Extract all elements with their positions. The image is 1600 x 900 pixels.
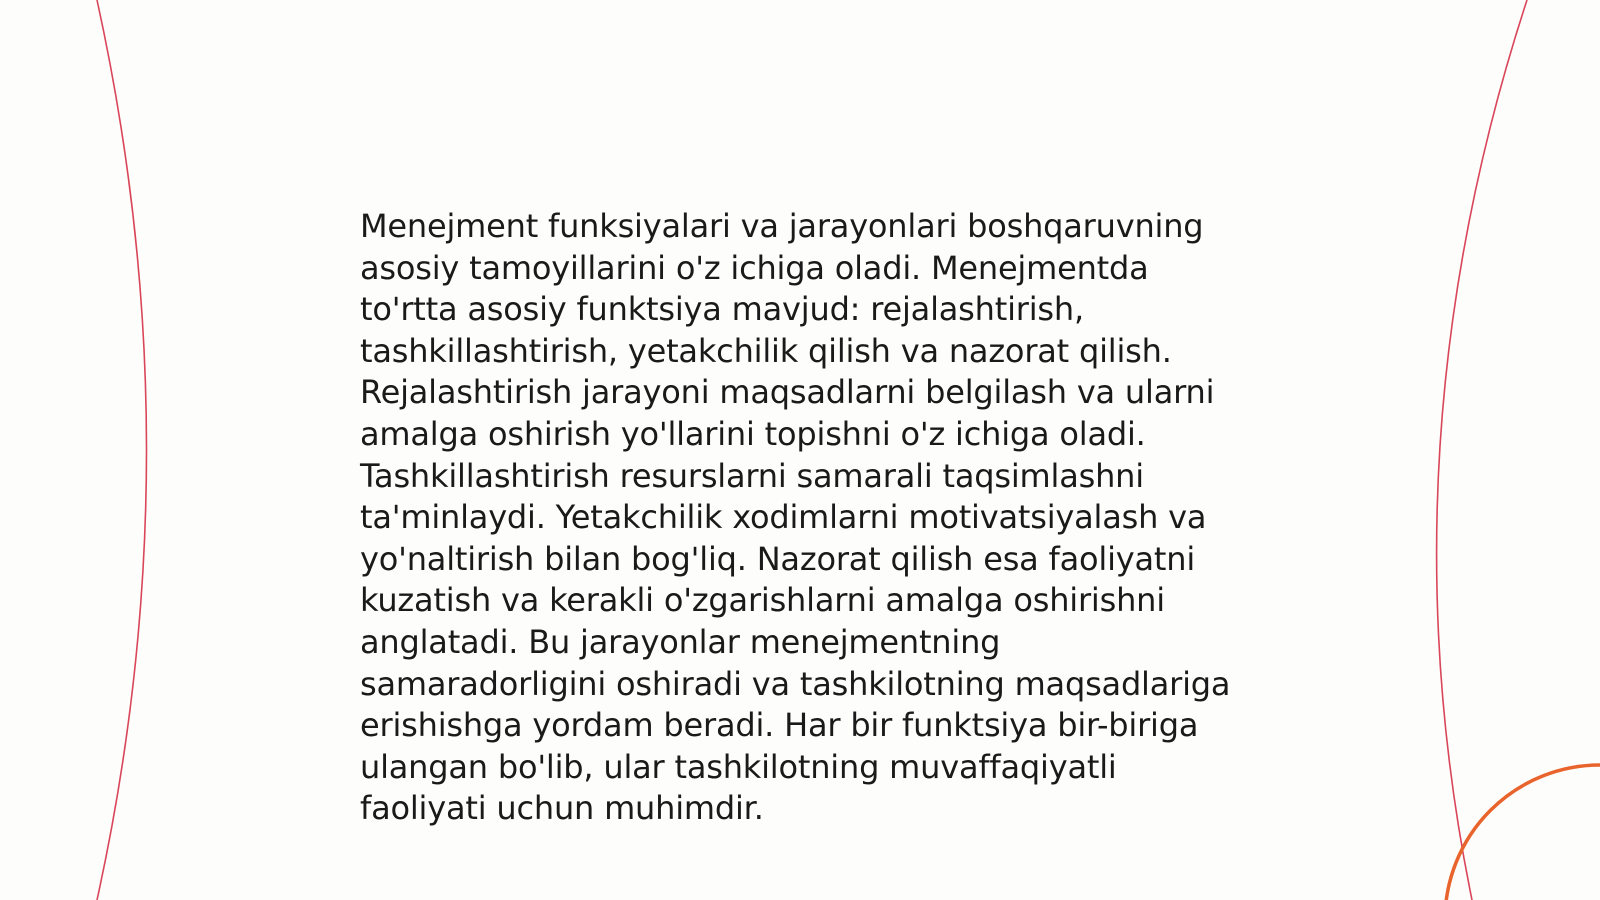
slide-body-text: Menejment funksiyalari va jarayonlari boshqaruvning asosiy tamoyillarini o'z ichiga oladi. Menejmentda to'rtta asosiy funktsiya mavjud: rejalashtirish, tashkillashtirish, yetakchilik qilish va nazorat qilish. Rejalashtirish jarayoni maqsadlarni belgilash va ularni amalga oshirish yo'llarini topishni o'z ichiga oladi. Tashkillashtirish resurslarni samarali taqsimlashni ta'minlaydi. Yetakchilik xodimlarni motivatsiyalash va yo'naltirish bilan bog'liq. Nazorat qilish esa faoliyatni kuzatish va kerakli o'zgarishlarni amalga oshirishni anglatadi. Bu jarayonlar menejmentning samaradorligini oshiradi va tashkilotning maqsadlariga erishishga yordam beradi. Har bir funktsiya bir-biriga ulangan bo'lib, ular tashkilotning muvaffaqiyatli faoliyati uchun muhimdir. xyxy=(360,207,1231,828)
left-curve-line xyxy=(97,0,147,900)
right-curve-line xyxy=(1437,0,1527,900)
